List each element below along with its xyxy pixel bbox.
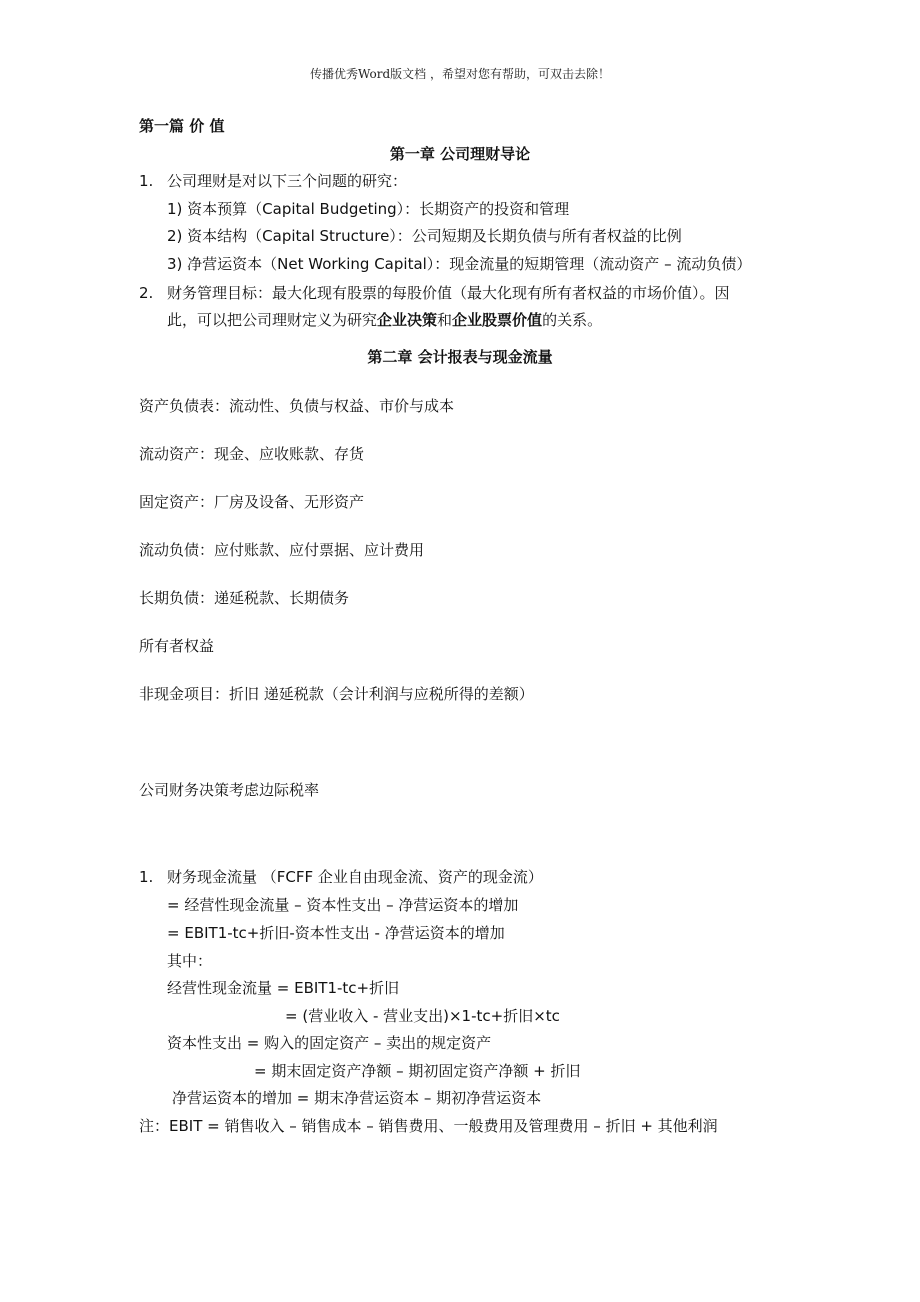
list-number: 1. [139, 868, 154, 886]
text-run: 的关系。 [542, 311, 603, 329]
list-number: 1. [139, 172, 154, 190]
formula-line: 经营性现金流量 = EBIT1-tc+折旧 [167, 979, 400, 997]
list-number: 2. [139, 284, 154, 302]
paragraph: 固定资产：厂房及设备、无形资产 [139, 493, 365, 511]
paragraph: 公司财务决策考虑边际税率 [139, 781, 320, 799]
paragraph: 流动资产：现金、应收账款、存货 [139, 445, 365, 463]
formula-line: = (营业收入 - 营业支出)×1-tc+折旧×tc [285, 1007, 560, 1025]
formula-line: = EBIT1-tc+折旧-资本性支出 - 净营运资本的增加 [167, 924, 505, 942]
page-header-note: 传播优秀Word版文档 ，希望对您有帮助，可双击去除！ [310, 67, 610, 81]
sub-item-net-working-capital: 3) 净营运资本（Net Working Capital）：现金流量的短期管理（流动资产 – 流动负债） [167, 255, 752, 273]
chapter1-title: 第一章 公司理财导论 [389, 145, 531, 163]
text-run: 和 [437, 311, 453, 329]
formula-line: = 期末固定资产净额 – 期初固定资产净额 + 折旧 [254, 1062, 581, 1080]
paragraph: 资产负债表：流动性、负债与权益、市价与成本 [139, 397, 455, 415]
list-item-continuation [167, 310, 602, 330]
emphasis-text: 企业股票价值 [452, 311, 543, 329]
formula-line: = 经营性现金流量 – 资本性支出 – 净营运资本的增加 [167, 896, 519, 914]
sub-item-capital-budgeting: 1) 资本预算（Capital Budgeting）：长期资产的投资和管理 [167, 200, 570, 218]
paragraph: 非现金项目：折旧 递延税款（会计利润与应税所得的差额） [139, 685, 534, 703]
formula-line: 财务现金流量 （FCFF 企业自由现金流、资产的现金流） [167, 868, 543, 886]
chapter2-title: 第二章 会计报表与现金流量 [367, 348, 553, 366]
formula-line: 净营运资本的增加 = 期末净营运资本 – 期初净营运资本 [172, 1089, 542, 1107]
formula-line: 其中： [167, 952, 213, 970]
list-item: 公司理财是对以下三个问题的研究： [167, 172, 408, 190]
emphasis-text: 企业决策 [377, 311, 438, 329]
part-title: 第一篇 价 值 [139, 117, 225, 135]
paragraph: 所有者权益 [139, 637, 215, 655]
paragraph: 长期负债：递延税款、长期债务 [139, 589, 350, 607]
sub-item-capital-structure: 2) 资本结构（Capital Structure）：公司短期及长期负债与所有者权益的比例 [167, 227, 682, 245]
text-run: 此，可以把公司理财定义为研究 [167, 311, 378, 329]
list-item: 财务管理目标：最大化现有股票的每股价值（最大化现有所有者权益的市场价值）。因 [167, 284, 730, 302]
formula-line: 资本性支出 = 购入的固定资产 – 卖出的规定资产 [167, 1034, 492, 1052]
paragraph: 流动负债：应付账款、应付票据、应计费用 [139, 541, 425, 559]
note-line: 注：EBIT = 销售收入 – 销售成本 – 销售费用、一般费用及管理费用 – 折旧 + 其他利润 [139, 1117, 718, 1135]
